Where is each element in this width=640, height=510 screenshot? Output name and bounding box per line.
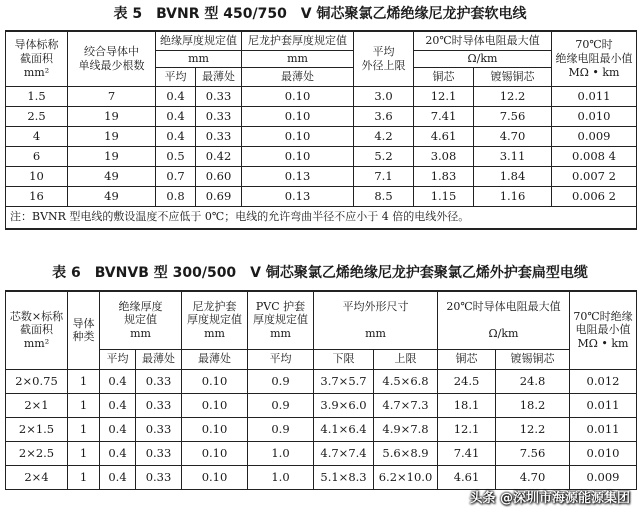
header-conductor-type: 导体 种类	[68, 291, 100, 369]
table-cell: 4.1×6.4	[314, 417, 374, 441]
table-cell: 1.0	[248, 441, 314, 465]
table-cell: 0.8	[156, 186, 196, 206]
table-cell: 10	[6, 166, 68, 186]
table-cell: 7.56	[496, 441, 570, 465]
table-cell: 0.13	[242, 186, 354, 206]
table-cell: 6	[6, 146, 68, 166]
table-row	[6, 106, 637, 126]
header-nylon: 尼龙护套 厚度规定值 mm	[182, 291, 248, 349]
table-cell: 0.10	[242, 126, 354, 146]
table-cell: 19	[68, 126, 156, 146]
header-pvc-avg: 平均	[248, 349, 314, 369]
table-cell: 0.4	[156, 106, 196, 126]
table-cell: 4.61	[414, 126, 474, 146]
table-cell: 24.5	[438, 369, 496, 393]
table-cell: 0.33	[136, 369, 182, 393]
table-cell: 0.10	[242, 106, 354, 126]
table-cell: 1.5	[6, 86, 68, 106]
header-strands: 绞合导体中 单线最少根数	[68, 31, 156, 86]
table-cell: 16	[6, 186, 68, 206]
table-cell: 0.4	[100, 369, 136, 393]
table-cell: 2×2.5	[6, 441, 68, 465]
table-cell: 5.6×8.9	[374, 441, 438, 465]
table-cell: 12.2	[496, 417, 570, 441]
table-cell: 49	[68, 166, 156, 186]
table-cell: 0.10	[242, 146, 354, 166]
header-insulation-unit: mm	[156, 50, 242, 67]
table-cell: 4.70	[496, 465, 570, 489]
table-cell: 4	[6, 126, 68, 146]
table-cell: 2×1	[6, 393, 68, 417]
header-ins-avg: 平均	[100, 349, 136, 369]
table-cell: 0.006 2	[552, 186, 637, 206]
table-cell: 0.9	[248, 369, 314, 393]
table-row	[6, 186, 637, 206]
table-cell: 2×0.75	[6, 369, 68, 393]
table-cell: 7.1	[354, 166, 414, 186]
table-cell: 3.08	[414, 146, 474, 166]
table-cell: 3.0	[354, 86, 414, 106]
table-row	[6, 369, 637, 393]
table-cell: 0.9	[248, 393, 314, 417]
table-cell: 0.010	[552, 106, 637, 126]
table-cell: 3.11	[474, 146, 552, 166]
table-row	[6, 86, 637, 106]
table-cell: 12.2	[474, 86, 552, 106]
table-cell: 0.33	[136, 441, 182, 465]
watermark: 头条 @深圳市海源能源集团	[469, 491, 630, 506]
table-cell: 0.69	[196, 186, 242, 206]
table-cell: 0.4	[100, 441, 136, 465]
table-cell: 18.1	[438, 393, 496, 417]
table-row	[6, 441, 637, 465]
table-cell: 1	[68, 417, 100, 441]
table-cell: 7.56	[474, 106, 552, 126]
table-cell: 0.33	[136, 417, 182, 441]
table-cell: 0.10	[182, 393, 248, 417]
header-section: 导体标称 截面积 mm²	[6, 31, 68, 86]
table-cell: 0.009	[570, 465, 637, 489]
table-cell: 0.008 4	[552, 146, 637, 166]
table-cell: 12.1	[438, 417, 496, 441]
header-dim-lower: 下限	[314, 349, 374, 369]
table-row	[6, 393, 637, 417]
table-cell: 1	[68, 465, 100, 489]
table-cell: 49	[68, 186, 156, 206]
table-cell: 0.13	[242, 166, 354, 186]
table-cell: 0.009	[552, 126, 637, 146]
table-cell: 4.61	[438, 465, 496, 489]
table-cell: 0.011	[570, 393, 637, 417]
table-cell: 0.4	[100, 417, 136, 441]
table-cell: 0.33	[196, 106, 242, 126]
header-nylon-min: 最薄处	[182, 349, 248, 369]
table-cell: 1.83	[414, 166, 474, 186]
table-cell: 24.8	[496, 369, 570, 393]
table5-note: 注：BVNR 型电线的敷设温度不应低于 0℃；电线的允许弯曲半径不应小于 4 倍的电线外径。	[6, 206, 637, 229]
header-resistance: 20℃时导体电阻最大值 Ω/km	[438, 291, 570, 349]
header-nylon-min: 最薄处	[242, 67, 354, 86]
table-cell: 0.33	[196, 126, 242, 146]
table-row	[6, 465, 637, 489]
header-res-tin: 镀锡铜芯	[474, 67, 552, 86]
table-cell: 1	[68, 393, 100, 417]
table-cell: 1.84	[474, 166, 552, 186]
table-cell: 0.012	[570, 369, 637, 393]
table-cell: 0.7	[156, 166, 196, 186]
table-row	[6, 166, 637, 186]
table-cell: 0.007 2	[552, 166, 637, 186]
table-cell: 1.15	[414, 186, 474, 206]
table-cell: 0.5	[156, 146, 196, 166]
table-cell: 4.7×7.4	[314, 441, 374, 465]
header-core: 芯数×标称 截面积 mm²	[6, 291, 68, 369]
header-pvc: PVC 护套 厚度规定值 mm	[248, 291, 314, 349]
table-cell: 4.7×7.3	[374, 393, 438, 417]
table6-title: 表 6 BVNVB 型 300/500 V 铜芯聚氯乙烯绝缘尼龙护套聚氯乙烯外护套扁型电缆	[52, 265, 588, 281]
table-cell: 0.33	[196, 86, 242, 106]
table-cell: 3.6	[354, 106, 414, 126]
header-res-cu: 铜芯	[414, 67, 474, 86]
header-res-tin: 镀锡铜芯	[496, 349, 570, 369]
header-ins-min: 最薄处	[136, 349, 182, 369]
table-cell: 0.10	[242, 86, 354, 106]
header-dimensions: 平均外形尺寸 mm	[314, 291, 438, 349]
table-cell: 6.2×10.0	[374, 465, 438, 489]
header-dim-upper: 上限	[374, 349, 438, 369]
table-cell: 0.4	[156, 126, 196, 146]
table-cell: 7	[68, 86, 156, 106]
table-cell: 0.010	[570, 441, 637, 465]
header-od: 平均 外径上限	[354, 31, 414, 86]
table-cell: 0.011	[552, 86, 637, 106]
table-cell: 0.10	[182, 417, 248, 441]
table-cell: 19	[68, 146, 156, 166]
header-ins-resistance: 70℃时绝缘 电阻最小值 MΩ • km	[570, 291, 637, 369]
table-cell: 0.60	[196, 166, 242, 186]
table-cell: 5.2	[354, 146, 414, 166]
table-cell: 0.4	[100, 393, 136, 417]
table-row	[6, 146, 637, 166]
table-cell: 4.70	[474, 126, 552, 146]
table5-title: 表 5 BVNR 型 450/750 V 铜芯聚氯乙烯绝缘尼龙护套软电线	[113, 6, 527, 22]
table-row	[6, 126, 637, 146]
header-ins-min: 最薄处	[196, 67, 242, 86]
table-cell: 2×4	[6, 465, 68, 489]
table-cell: 0.33	[136, 465, 182, 489]
header-insulation: 绝缘厚度规定值	[156, 31, 242, 50]
table-cell: 4.2	[354, 126, 414, 146]
table5	[5, 30, 637, 230]
table-cell: 12.1	[414, 86, 474, 106]
header-res-cu: 铜芯	[438, 349, 496, 369]
header-insulation: 绝缘厚度 规定值 mm	[100, 291, 182, 349]
table-cell: 5.1×8.3	[314, 465, 374, 489]
header-nylon: 尼龙护套厚度规定值	[242, 31, 354, 50]
table-cell: 18.2	[496, 393, 570, 417]
header-ins-avg: 平均	[156, 67, 196, 86]
table-cell: 4.9×7.8	[374, 417, 438, 441]
table-cell: 7.41	[414, 106, 474, 126]
table-cell: 1.0	[248, 465, 314, 489]
table-cell: 0.10	[182, 465, 248, 489]
header-resistance: 20℃时导体电阻最大值	[414, 31, 552, 50]
table-cell: 0.4	[156, 86, 196, 106]
table-row	[6, 417, 637, 441]
table-cell: 1.16	[474, 186, 552, 206]
table-cell: 1	[68, 369, 100, 393]
table-cell: 0.10	[182, 369, 248, 393]
table-cell: 0.10	[182, 441, 248, 465]
table-cell: 2.5	[6, 106, 68, 126]
table-cell: 19	[68, 106, 156, 126]
table6	[5, 290, 637, 490]
table-cell: 4.5×6.8	[374, 369, 438, 393]
header-ins-resistance: 70℃时 绝缘电阻最小值 MΩ • km	[552, 31, 637, 86]
table-cell: 2×1.5	[6, 417, 68, 441]
table-cell: 1	[68, 441, 100, 465]
table-cell: 3.7×5.7	[314, 369, 374, 393]
table-cell: 7.41	[438, 441, 496, 465]
table-cell: 3.9×6.0	[314, 393, 374, 417]
header-nylon-unit: mm	[242, 50, 354, 67]
table-cell: 0.011	[570, 417, 637, 441]
table-cell: 0.9	[248, 417, 314, 441]
table-cell: 8.5	[354, 186, 414, 206]
table-cell: 0.4	[100, 465, 136, 489]
header-resistance-unit: Ω/km	[414, 50, 552, 67]
table-cell: 0.42	[196, 146, 242, 166]
table-cell: 0.33	[136, 393, 182, 417]
